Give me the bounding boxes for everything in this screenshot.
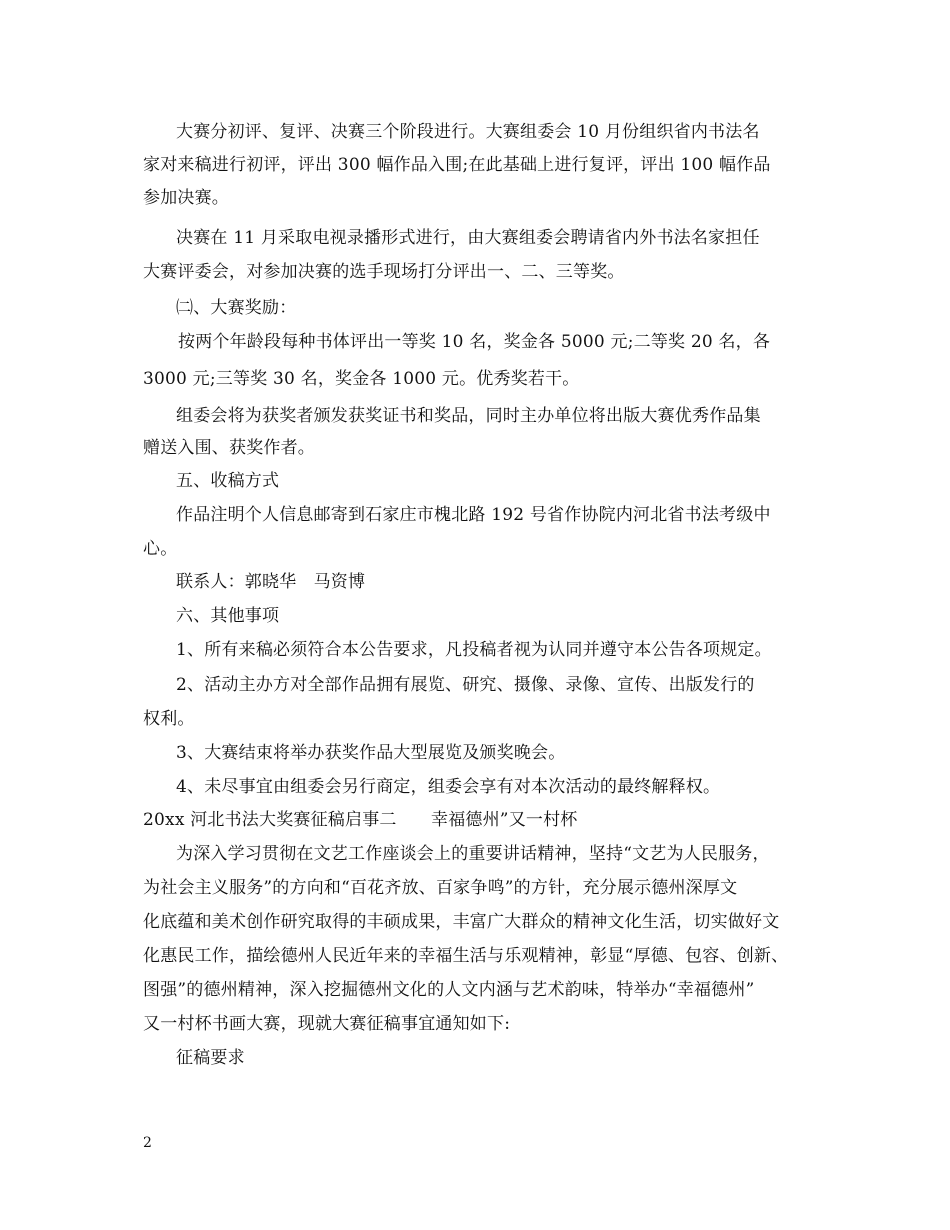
article-title: 20xx 河北书法大奖赛征稿启事二 幸福德州”又一村杯: [143, 810, 578, 830]
text-line: 参加决赛。: [143, 188, 229, 208]
text-line: 按两个年龄段每种书体评出一等奖 10 名，奖金各 5000 元;二等奖 20 名，各: [178, 332, 771, 352]
text-line: 化底蕴和美术创作研究取得的丰硕成果，丰富广大群众的精神文化生活，切实做好文: [143, 912, 780, 932]
contact-line: 联系人：郭晓华 马资博: [176, 572, 366, 592]
text-line: 为社会主义服务”的方向和“百花齐放、百家争鸣”的方针，充分展示德州深厚文: [143, 878, 738, 898]
text-line: 作品注明个人信息邮寄到石家庄市槐北路 192 号省作协院内河北省书法考级中: [176, 505, 771, 525]
text-line: 大赛评委会，对参加决赛的选手现场打分评出一、二、三等奖。: [143, 262, 625, 282]
text-line: 化惠民工作，描绘德州人民近年来的幸福生活与乐观精神，彰显“厚德、包容、创新、: [143, 946, 789, 966]
section-heading: ㈡、大赛奖励：: [176, 298, 297, 318]
text-line: 赠送入围、获奖作者。: [143, 438, 315, 458]
text-line: 组委会将为获奖者颁发获奖证书和奖品，同时主办单位将出版大赛优秀作品集: [176, 406, 761, 426]
text-line: 大赛分初评、复评、决赛三个阶段进行。大赛组委会 10 月份组织省内书法名: [176, 122, 760, 142]
text-line: 权利。: [143, 709, 195, 729]
text-line: 为深入学习贯彻在文艺工作座谈会上的重要讲话精神，坚持“文艺为人民服务，: [176, 844, 770, 864]
text-line: 3、大赛结束将举办获奖作品大型展览及颁奖晚会。: [176, 743, 566, 763]
page-number: 2: [143, 1135, 152, 1151]
text-line: 又一村杯书画大赛，现就大赛征稿事宜通知如下:: [143, 1014, 511, 1034]
text-line: 2、活动主办方对全部作品拥有展览、研究、摄像、录像、宣传、出版发行的: [176, 675, 755, 695]
text-line: 1、所有来稿必须符合本公告要求，凡投稿者视为认同并遵守本公告各项规定。: [176, 640, 772, 660]
section-heading: 五、收稿方式: [176, 471, 280, 491]
section-heading: 六、其他事项: [176, 606, 280, 626]
text-line: 4、未尽事宜由组委会另行商定，组委会享有对本次活动的最终解释权。: [176, 777, 721, 797]
text-line: 心。: [143, 539, 178, 559]
text-line: 3000 元;三等奖 30 名，奖金各 1000 元。优秀奖若干。: [143, 369, 580, 389]
text-line: 家对来稿进行初评，评出 300 幅作品入围;在此基础上进行复评，评出 100 幅作品: [143, 155, 771, 175]
section-heading: 征稿要求: [176, 1048, 245, 1068]
text-line: 决赛在 11 月采取电视录播形式进行，由大赛组委会聘请省内外书法名家担任: [176, 228, 760, 248]
text-line: 图强”的德州精神，深入挖掘德州文化的人文内涵与艺术韵味，特举办“幸福德州”: [143, 980, 755, 1000]
